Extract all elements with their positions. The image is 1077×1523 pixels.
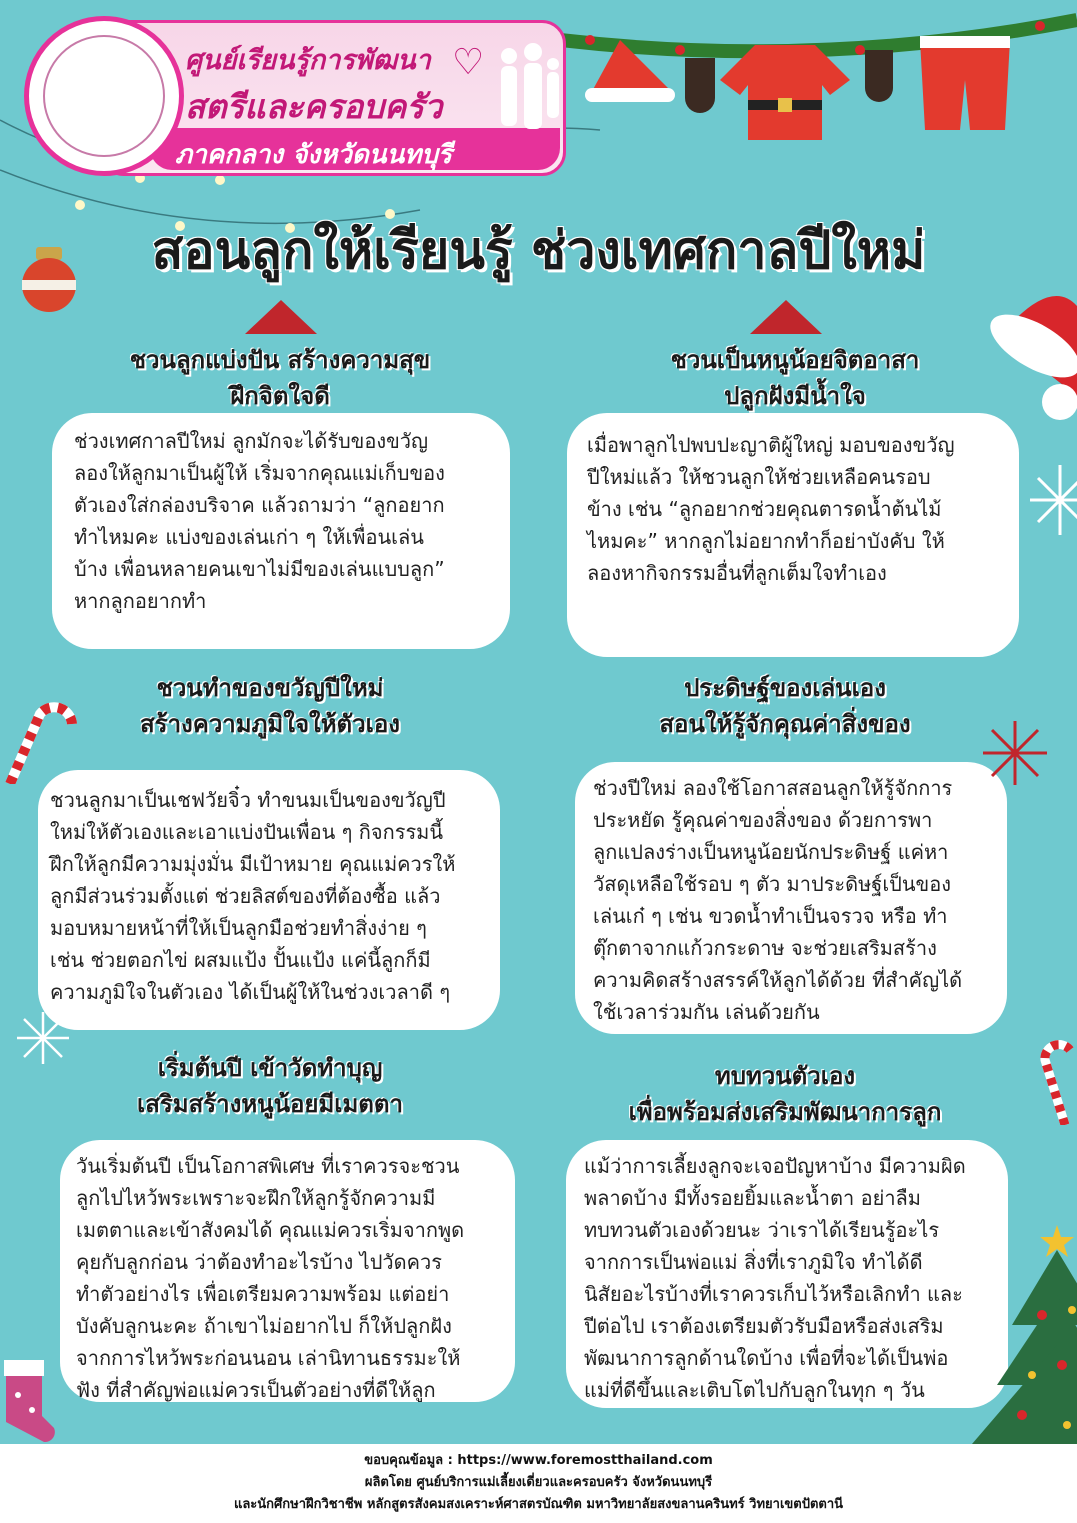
footer xyxy=(0,1444,1077,1523)
card-line: ลองหากิจกรรมอื่นที่ลูกเต็มใจทำเอง xyxy=(587,561,887,585)
card-line: ลูกไปไหว้พระเพราะจะฝึกให้ลูกรู้จักความมี xyxy=(76,1186,436,1210)
snowflake-icon xyxy=(980,718,1050,788)
section-card xyxy=(566,1140,1008,1408)
footer-credit-producer: ผลิตโดย ศูนย์บริการแม่เลี้ยงเดี่ยวและครอบครัว จังหวัดนนทบุรี xyxy=(364,1475,713,1490)
org-name-line1: ศูนย์เรียนรู้การพัฒนา xyxy=(185,45,431,76)
card-line: บ้าง เพื่อนหลายคนเขาไม่มีของเล่นแบบลูก” xyxy=(74,557,445,581)
christmas-tree-icon xyxy=(962,1215,1077,1444)
section-title-line1: ประดิษฐ์ของเล่นเอง xyxy=(684,674,886,702)
card-line: บังคับลูกนะคะ ถ้าเขาไม่อยากไป ก็ให้ปลูกฝัง xyxy=(76,1314,452,1338)
card-line: นิสัยอะไรบ้างที่เราควรเก็บไว้หรือเลิกทำ และ xyxy=(584,1282,963,1306)
section-title-line1: ชวนลูกแบ่งปัน สร้างความสุข xyxy=(129,346,431,374)
section-title-line1: ทบทวนตัวเอง xyxy=(714,1062,856,1090)
card-line: เล่นเก๋ ๆ เช่น ขวดน้ำทำเป็นจรวจ หรือ ทำ xyxy=(593,904,948,928)
card-line: ชวนลูกมาเป็นเชฟวัยจิ๋ว ทำขนมเป็นของขวัญปี xyxy=(50,788,446,812)
card-line: ไหมคะ” หากลูกไม่อยากทำก็อย่าบังคับ ให้ xyxy=(587,529,945,553)
card-line: ฝึกให้ลูกมีความมุ่งมั่น มีเป้าหมาย คุณแม่ควรให้ xyxy=(50,852,456,876)
org-name-line3: ภาคกลาง จังหวัดนนทบุรี xyxy=(175,140,452,170)
section-title-line2: เสริมสร้างหนูน้อยมีเมตตา xyxy=(137,1090,403,1118)
card-line: ตัวเองใส่กล่องบริจาค แล้วถามว่า “ลูกอยาก xyxy=(74,493,445,517)
card-line: ใหม่ให้ตัวเองและเอาแบ่งปันเพื่อน ๆ กิจกรรมนี้ xyxy=(50,820,444,844)
section-card xyxy=(575,762,1007,1034)
heart-icon: ♡ xyxy=(452,42,485,83)
triangle-marker xyxy=(750,300,822,334)
santa-coat-icon xyxy=(720,45,850,140)
card-line: เมื่อพาลูกไปพบปะญาติผู้ใหญ่ มอบของขวัญ xyxy=(587,433,955,457)
footer-credit-students: และนักศึกษาฝึกวิชาชีพ หลักสูตรสังคมสงเคราะห์ศาสตรบัณฑิต มหาวิทยาลัยสงขลานครินทร์ วิทยาเขตปัตตานี xyxy=(233,1497,844,1512)
section-card xyxy=(60,1140,515,1402)
card-line: คุยกับลูกก่อน ว่าต้องทำอะไรบ้าง ไปวัดควร xyxy=(76,1250,442,1274)
card-line: วัสดุเหลือใช้รอบ ๆ ตัว มาประดิษฐ์เป็นของ xyxy=(593,872,951,896)
card-line: ปีต่อไป เราต้องเตรียมตัวรับมือหรือส่งเสริม xyxy=(584,1314,944,1338)
section-title-line2: เพื่อพร้อมส่งเสริมพัฒนาการลูก xyxy=(628,1098,942,1126)
triangle-marker xyxy=(245,300,317,334)
card-line: ข้าง เช่น “ลูกอยากช่วยคุณตารดน้ำต้นไม้ xyxy=(587,497,942,521)
card-line: ตุ๊กตาจากแก้วกระดาษ จะช่วยเสริมสร้าง xyxy=(593,936,937,960)
section-title-line2: สอนให้รู้จักคุณค่าสิ่งของ xyxy=(659,710,911,738)
card-line: ลูกแปลงร่างเป็นหนูน้อยนักประดิษฐ์ แค่หา xyxy=(593,840,949,864)
card-line: พลาดบ้าง มีทั้งรอยยิ้มและน้ำตา อย่าลืม xyxy=(584,1186,921,1210)
card-line: ช่วงเทศกาลปีใหม่ ลูกมักจะได้รับของขวัญ xyxy=(74,429,429,453)
santa-pants-icon xyxy=(920,40,1010,130)
card-line: ทำไหมคะ แบ่งของเล่นเก่า ๆ ให้เพื่อนเล่น xyxy=(74,525,424,549)
section-title xyxy=(535,1058,1035,1130)
org-name-line2: สตรีและครอบครัว xyxy=(185,87,443,126)
section-title-line1: ชวนทำของขวัญปีใหม่ xyxy=(156,674,384,702)
card-line: เช่น ช่วยตอกไข่ ผสมแป้ง ปั้นแป้ง แค่นี้ลูกก็มี xyxy=(50,948,431,972)
card-line: ทำตัวอย่างไร เพื่อเตรียมความพร้อม แต่อย่า xyxy=(76,1282,450,1306)
section-card xyxy=(52,413,510,649)
section-title xyxy=(30,670,510,742)
section-title-line2: สร้างความภูมิใจให้ตัวเอง xyxy=(140,710,400,738)
snowflake-icon xyxy=(1030,460,1077,540)
card-line: แม่ที่ดีขึ้นและเติบโตไปกับลูกในทุก ๆ วัน xyxy=(584,1378,925,1402)
section-title-line2: ฝึกจิตใจดี xyxy=(230,382,330,410)
santa-garland-icon xyxy=(560,0,1077,150)
card-line: มอบหมายหน้าที่ให้เป็นลูกมือช่วยทำสิ่งง่าย ๆ xyxy=(50,916,427,940)
section-title xyxy=(545,670,1025,742)
card-line: ประหยัด รู้คุณค่าของสิ่งของ ด้วยการพา xyxy=(593,808,933,832)
section-title-line1: ชวนเป็นหนูน้อยจิตอาสา xyxy=(670,346,920,374)
card-line: ลองให้ลูกมาเป็นผู้ให้ เริ่มจากคุณแม่เก็บของ xyxy=(74,461,445,485)
section-card xyxy=(567,413,1019,657)
card-line: ทบทวนตัวเองด้วยนะ ว่าเราได้เรียนรู้อะไร xyxy=(584,1218,940,1242)
card-line: วันเริ่มต้นปี เป็นโอกาสพิเศษ ที่เราควรจะชวน xyxy=(76,1154,460,1178)
family-icon xyxy=(495,42,565,134)
seal-icon xyxy=(24,16,184,176)
footer-credit-source: ขอบคุณข้อมูล : https://www.foremostthailand.com xyxy=(364,1453,713,1468)
section-title-line1: เริ่มต้นปี เข้าวัดทำบุญ xyxy=(157,1054,383,1082)
card-line: ปีใหม่แล้ว ให้ชวนลูกให้ช่วยเหลือคนรอบ xyxy=(587,465,931,489)
card-line: พัฒนาการลูกด้านใดบ้าง เพื่อที่จะได้เป็นพ่อ xyxy=(584,1346,949,1370)
section-card xyxy=(38,770,500,1030)
card-line: ลูกมีส่วนร่วมตั้งแต่ ช่วยลิสต์ของที่ต้องซื้อ แล้ว xyxy=(50,884,441,908)
gift-stocking-icon xyxy=(0,1340,60,1444)
card-line: ความภูมิใจในตัวเอง ได้เป็นผู้ให้ในช่วงเวลาดี ๆ xyxy=(50,980,451,1004)
card-line: ฟัง ที่สำคัญพ่อแม่ควรเป็นตัวอย่างที่ดีให้ลูก xyxy=(76,1378,436,1402)
mitten-icon xyxy=(685,58,715,113)
seal-ring xyxy=(43,35,165,157)
card-line: ช่วงปีใหม่ ลองใช้โอกาสสอนลูกให้รู้จักการ xyxy=(593,776,953,800)
section-title-line2: ปลูกฝังมีน้ำใจ xyxy=(724,382,866,410)
card-line: ใช้เวลาร่วมกัน เล่นด้วยกัน xyxy=(593,1000,820,1024)
section-title xyxy=(555,342,1035,414)
section-title xyxy=(30,1050,510,1122)
page-title: สอนลูกให้เรียนรู้ ช่วงเทศกาลปีใหม่ xyxy=(151,221,926,281)
card-line: ความคิดสร้างสรรค์ให้ลูกได้ด้วย ที่สำคัญได้ xyxy=(593,968,963,992)
section-title xyxy=(40,342,520,414)
card-line: หากลูกอยากทำ xyxy=(74,589,207,613)
card-line: แม้ว่าการเลี้ยงลูกจะเจอปัญหาบ้าง มีความผิด xyxy=(584,1154,966,1178)
card-line: จากการไหว้พระก่อนนอน เล่านิทานธรรมะให้ xyxy=(76,1346,461,1370)
card-line: เมตตาและเข้าสังคมได้ คุณแม่ควรเริ่มจากพูด xyxy=(76,1218,465,1242)
card-line: จากการเป็นพ่อแม่ สิ่งที่เราภูมิใจ ทำได้ดี xyxy=(584,1250,923,1274)
